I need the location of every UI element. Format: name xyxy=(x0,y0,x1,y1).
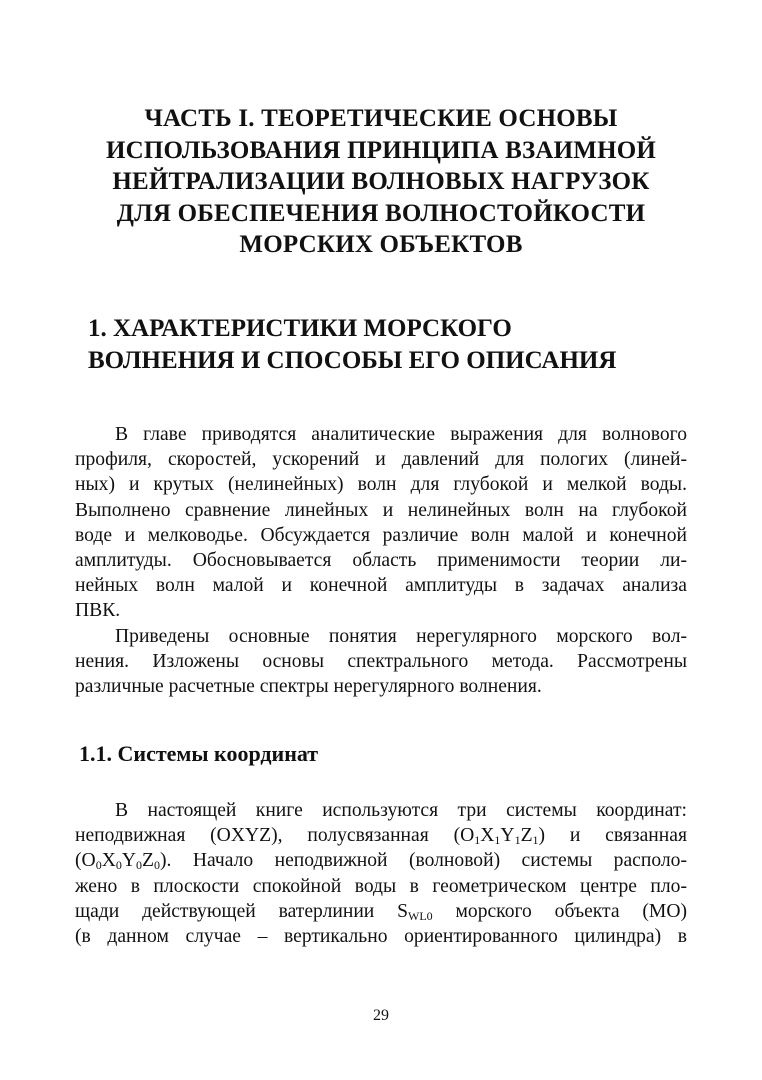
text-line: В главе приводятся аналитические выражения для волнового xyxy=(115,424,687,445)
text-line: ных) и крутых (нелинейных) волн для глубокой и мелкой воды. xyxy=(75,474,687,496)
chapter-title xyxy=(88,313,616,376)
text-line: В настоящей книге используются три системы координат: xyxy=(115,800,687,821)
page-number: 29 xyxy=(373,1007,389,1024)
text-line: профиля, скоростей, ускорений и давлений для пологих (линей- xyxy=(75,449,687,471)
text-line: воде и мелководье. Обсуждается различие волн малой и конечной xyxy=(75,524,687,546)
chapter-title-line: 1. ХАРАКТЕРИСТИКИ МОРСКОГО xyxy=(88,315,512,342)
text-line: различные расчетные спектры нерегулярного волнения. xyxy=(75,675,542,697)
coordinates-paragraph xyxy=(75,798,687,949)
text-line: жено в плоскости спокойной воды в геометрическом центре пло- xyxy=(75,875,687,897)
chapter-title-line: ВОЛНЕНИЯ И СПОСОБЫ ЕГО ОПИСАНИЯ xyxy=(88,346,617,374)
part-title-line: ИСПОЛЬЗОВАНИЯ ПРИНЦИПА ВЗАИМНОЙ xyxy=(105,136,657,164)
text-line: нейных волн малой и конечной амплитуды в задачах анализа xyxy=(75,575,687,597)
text-line: $(O_0X_0Y_0Z_0)$. Начало неподвижной (волновой) системы располо- xyxy=(75,850,687,873)
part-title-line: МОРСКИХ ОБЪЕКТОВ xyxy=(239,231,523,258)
part-title xyxy=(60,103,702,261)
text-line: амплитуды. Обосновывается область применимости теории ли- xyxy=(75,549,687,571)
text-line: Приведены основные понятия нерегулярного морского вол- xyxy=(115,625,687,647)
text-line: нения. Изложены основы спектрального метода. Рассмотрены xyxy=(75,650,687,672)
part-title-line: ДЛЯ ОБЕСПЕЧЕНИЯ ВОЛНОСТОЙКОСТИ xyxy=(116,199,646,227)
text-line: Выполнено сравнение линейных и нелинейных волн на глубокой xyxy=(75,499,687,521)
text-line: ПВК. xyxy=(75,600,121,622)
text-line: (в данном случае – вертикально ориентированного цилиндра) в xyxy=(75,925,687,947)
part-title-line: НЕЙТРАЛИЗАЦИИ ВОЛНОВЫХ НАГРУЗОК xyxy=(112,168,650,195)
text-line: щади действующей ватерлинии $S_{WL0}$ морского объекта (МО) xyxy=(75,900,687,923)
part-title-line: ЧАСТЬ I. ТЕОРЕТИЧЕСКИЕ ОСНОВЫ xyxy=(144,105,618,132)
section-title: 1.1. Системы координат xyxy=(79,741,319,766)
text-line: неподвижная (OXYZ), полусвязанная $(O_1X_1Y_1Z_1)$ и связанная xyxy=(75,825,687,848)
chapter-intro-text xyxy=(75,422,687,699)
